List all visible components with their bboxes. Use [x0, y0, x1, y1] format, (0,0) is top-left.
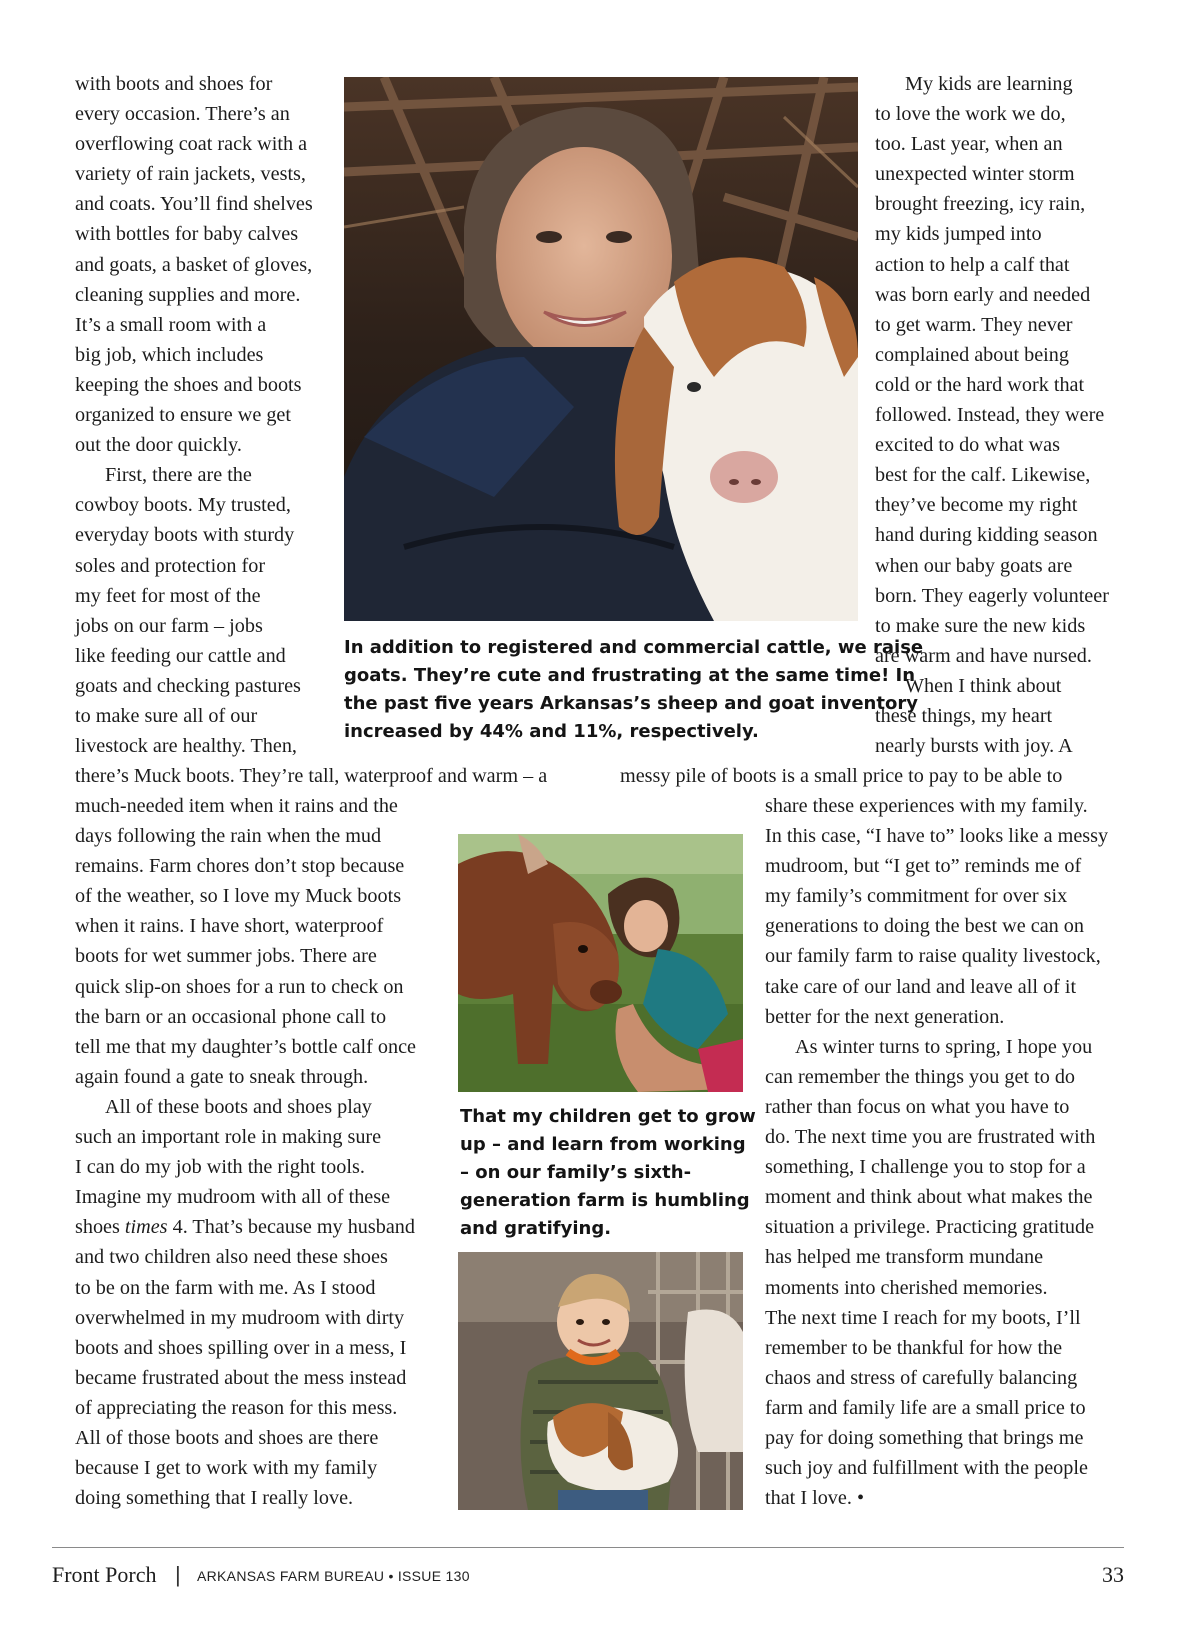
text-line: complained about being: [875, 343, 1069, 366]
text-line: Imagine my mudroom with all of these: [75, 1186, 391, 1209]
text-line: doing something that I really love.: [75, 1487, 354, 1510]
text-line: best for the calf. Likewise,: [875, 464, 1091, 487]
text-line: when our baby goats are: [875, 554, 1073, 577]
text-line: nearly bursts with joy. A: [875, 735, 1073, 758]
text-line: to love the work we do,: [875, 103, 1066, 126]
text-line: of appreciating the reason for this mess.: [75, 1396, 398, 1419]
article-column-left-bottom: [75, 791, 416, 1513]
caption-goat-photo: [344, 634, 923, 746]
text-line: organized to ensure we get: [75, 404, 292, 427]
text-line: soles and protection for: [75, 554, 266, 577]
text-line: that I love. •: [765, 1487, 865, 1510]
text-line: jobs on our farm – jobs: [75, 614, 263, 637]
text-line: unexpected winter storm: [875, 163, 1075, 186]
text-line: and goats, a basket of gloves,: [75, 253, 313, 276]
text-line: they’ve become my right: [875, 494, 1078, 517]
text-line: and coats. You’ll find shelves: [75, 193, 313, 216]
text-line: farm and family life are a small price to: [765, 1396, 1086, 1419]
text-line: share these experiences with my family.: [765, 795, 1088, 817]
text-line: moments into cherished memories.: [765, 1276, 1048, 1299]
text-line: boots and shoes spilling over in a mess, I: [75, 1336, 407, 1359]
text-line: do. The next time you are frustrated with: [765, 1126, 1096, 1149]
text-line: [75, 1212, 416, 1242]
text-line: In this case, “I have to” looks like a messy: [765, 825, 1109, 848]
text-line: because I get to work with my family: [75, 1457, 378, 1480]
text-line: chaos and stress of carefully balancing: [765, 1366, 1078, 1389]
text-line: remember to be thankful for how the: [765, 1336, 1063, 1359]
text-line: As winter turns to spring, I hope you: [795, 1035, 1093, 1058]
text-line: and two children also need these shoes: [75, 1246, 388, 1269]
footer-separator: |: [175, 1562, 181, 1587]
text-line: out the door quickly.: [75, 434, 242, 457]
text-line: with boots and shoes for: [75, 73, 273, 95]
text-line: mudroom, but “I get to” reminds me of: [765, 855, 1082, 878]
caption-line: That my children get to grow: [460, 1106, 756, 1127]
text-line: overflowing coat rack with a: [75, 133, 308, 156]
text-line: too. Last year, when an: [875, 133, 1063, 156]
article-column-right-top: [875, 69, 1109, 761]
text-line: All of those boots and shoes are there: [75, 1426, 379, 1449]
text-line: became frustrated about the mess instead: [75, 1366, 407, 1389]
footer-magazine-title: Front Porch: [52, 1562, 157, 1587]
text-line: the barn or an occasional phone call to: [75, 1005, 387, 1028]
text-line: cowboy boots. My trusted,: [75, 494, 291, 517]
text-line: big job, which includes: [75, 343, 264, 366]
footer-divider: [52, 1547, 1124, 1548]
text-line: goats and checking pastures: [75, 674, 301, 697]
article-span-line-right: [620, 761, 1062, 791]
text-line: messy pile of boots is a small price to pay to be able to: [620, 765, 1063, 787]
text-line: my family’s commitment for over six: [765, 885, 1068, 908]
text-line: everyday boots with sturdy: [75, 524, 295, 547]
photo-boy-with-goat: [458, 1252, 743, 1510]
text-line: situation a privilege. Practicing gratitude: [765, 1216, 1095, 1239]
text-line: such an important role in making sure: [75, 1126, 382, 1149]
photo-girl-with-calf: [458, 834, 743, 1092]
text-line: like feeding our cattle and: [75, 644, 286, 667]
text-line: to get warm. They never: [875, 313, 1073, 336]
article-span-line-left: [75, 761, 547, 791]
text-line: moment and think about what makes the: [765, 1186, 1093, 1209]
text-line: there’s Muck boots. They’re tall, waterproof and warm – a: [75, 765, 548, 787]
text-line: cold or the hard work that: [875, 373, 1085, 396]
caption-line: up – and learn from working: [460, 1134, 746, 1155]
footer-organization-issue: ARKANSAS FARM BUREAU • ISSUE 130: [197, 1568, 470, 1584]
text-line: these things, my heart: [875, 704, 1053, 727]
text-line: followed. Instead, they were: [875, 404, 1105, 427]
text-line: such joy and fulfillment with the people: [765, 1457, 1088, 1480]
caption-calf-photo: [460, 1103, 756, 1243]
text-line: when it rains. I have short, waterproof: [75, 915, 384, 938]
text-line: tell me that my daughter’s bottle calf once: [75, 1035, 417, 1058]
text-line: pay for doing something that brings me: [765, 1426, 1084, 1449]
text-line: quick slip-on shoes for a run to check on: [75, 975, 404, 998]
text-line: action to help a calf that: [875, 253, 1070, 276]
text-line: my kids jumped into: [875, 223, 1042, 246]
text-line: of the weather, so I love my Muck boots: [75, 885, 402, 908]
caption-line: and gratifying.: [460, 1218, 612, 1239]
text-line: to make sure all of our: [75, 704, 258, 727]
text-line: When I think about: [905, 674, 1062, 697]
text-line: remains. Farm chores don’t stop because: [75, 855, 405, 878]
text-line: excited to do what was: [875, 434, 1060, 457]
text-line: something, I challenge you to stop for a: [765, 1156, 1086, 1179]
text-line: was born early and needed: [875, 283, 1091, 306]
text-line: my feet for most of the: [75, 584, 261, 607]
text-line: take care of our land and leave all of it: [765, 975, 1077, 998]
article-column-right-bottom: [765, 791, 1108, 1513]
text-line: better for the next generation.: [765, 1005, 1005, 1028]
text-line: hand during kidding season: [875, 524, 1098, 547]
text-line: generations to doing the best we can on: [765, 915, 1084, 938]
text-line: overwhelmed in my mudroom with dirty: [75, 1306, 405, 1329]
text-line: I can do my job with the right tools.: [75, 1156, 365, 1179]
text-line: with bottles for baby calves: [75, 223, 299, 246]
text-line: can remember the things you get to do: [765, 1065, 1076, 1088]
text-line: much-needed item when it rains and the: [75, 795, 398, 817]
text-line: to make sure the new kids: [875, 614, 1086, 637]
caption-line: generation farm is humbling: [460, 1190, 750, 1211]
text-line: our family farm to raise quality livestock,: [765, 945, 1101, 968]
text-line: The next time I reach for my boots, I’ll: [765, 1306, 1081, 1329]
text-line: born. They eagerly volunteer: [875, 584, 1109, 607]
text-run: shoes: [75, 1216, 120, 1239]
emphasis-times: times: [124, 1216, 168, 1239]
text-line: livestock are healthy. Then,: [75, 735, 297, 758]
text-line: All of these boots and shoes play: [105, 1095, 372, 1118]
text-line: to be on the farm with me. As I stood: [75, 1276, 376, 1299]
caption-line: increased by 44% and 11%, respectively.: [344, 721, 759, 742]
caption-line: – on our family’s sixth-: [460, 1162, 692, 1183]
text-line: keeping the shoes and boots: [75, 373, 302, 396]
photo-woman-with-goat: [344, 77, 858, 621]
text-line: days following the rain when the mud: [75, 825, 382, 848]
text-line: My kids are learning: [905, 73, 1073, 95]
text-line: rather than focus on what you have to: [765, 1095, 1070, 1118]
caption-line: the past five years Arkansas’s sheep and goat inventory: [344, 693, 918, 714]
text-line: every occasion. There’s an: [75, 103, 290, 126]
article-column-left-top: [75, 69, 313, 761]
text-line: brought freezing, icy rain,: [875, 193, 1086, 216]
caption-line: goats. They’re cute and frustrating at the same time! In: [344, 665, 916, 686]
caption-line: In addition to registered and commercial cattle, we raise: [344, 637, 924, 658]
text-line: cleaning supplies and more.: [75, 283, 301, 306]
page-number: 33: [1102, 1562, 1124, 1587]
text-line: variety of rain jackets, vests,: [75, 163, 306, 186]
text-line: boots for wet summer jobs. There are: [75, 945, 377, 968]
text-line: It’s a small room with a: [75, 313, 267, 336]
text-line: again found a gate to sneak through.: [75, 1065, 369, 1088]
text-line: are warm and have nursed.: [875, 644, 1092, 667]
text-line: has helped me transform mundane: [765, 1246, 1044, 1269]
text-line: First, there are the: [105, 464, 252, 487]
text-run: 4. That’s because my husband: [172, 1216, 415, 1239]
